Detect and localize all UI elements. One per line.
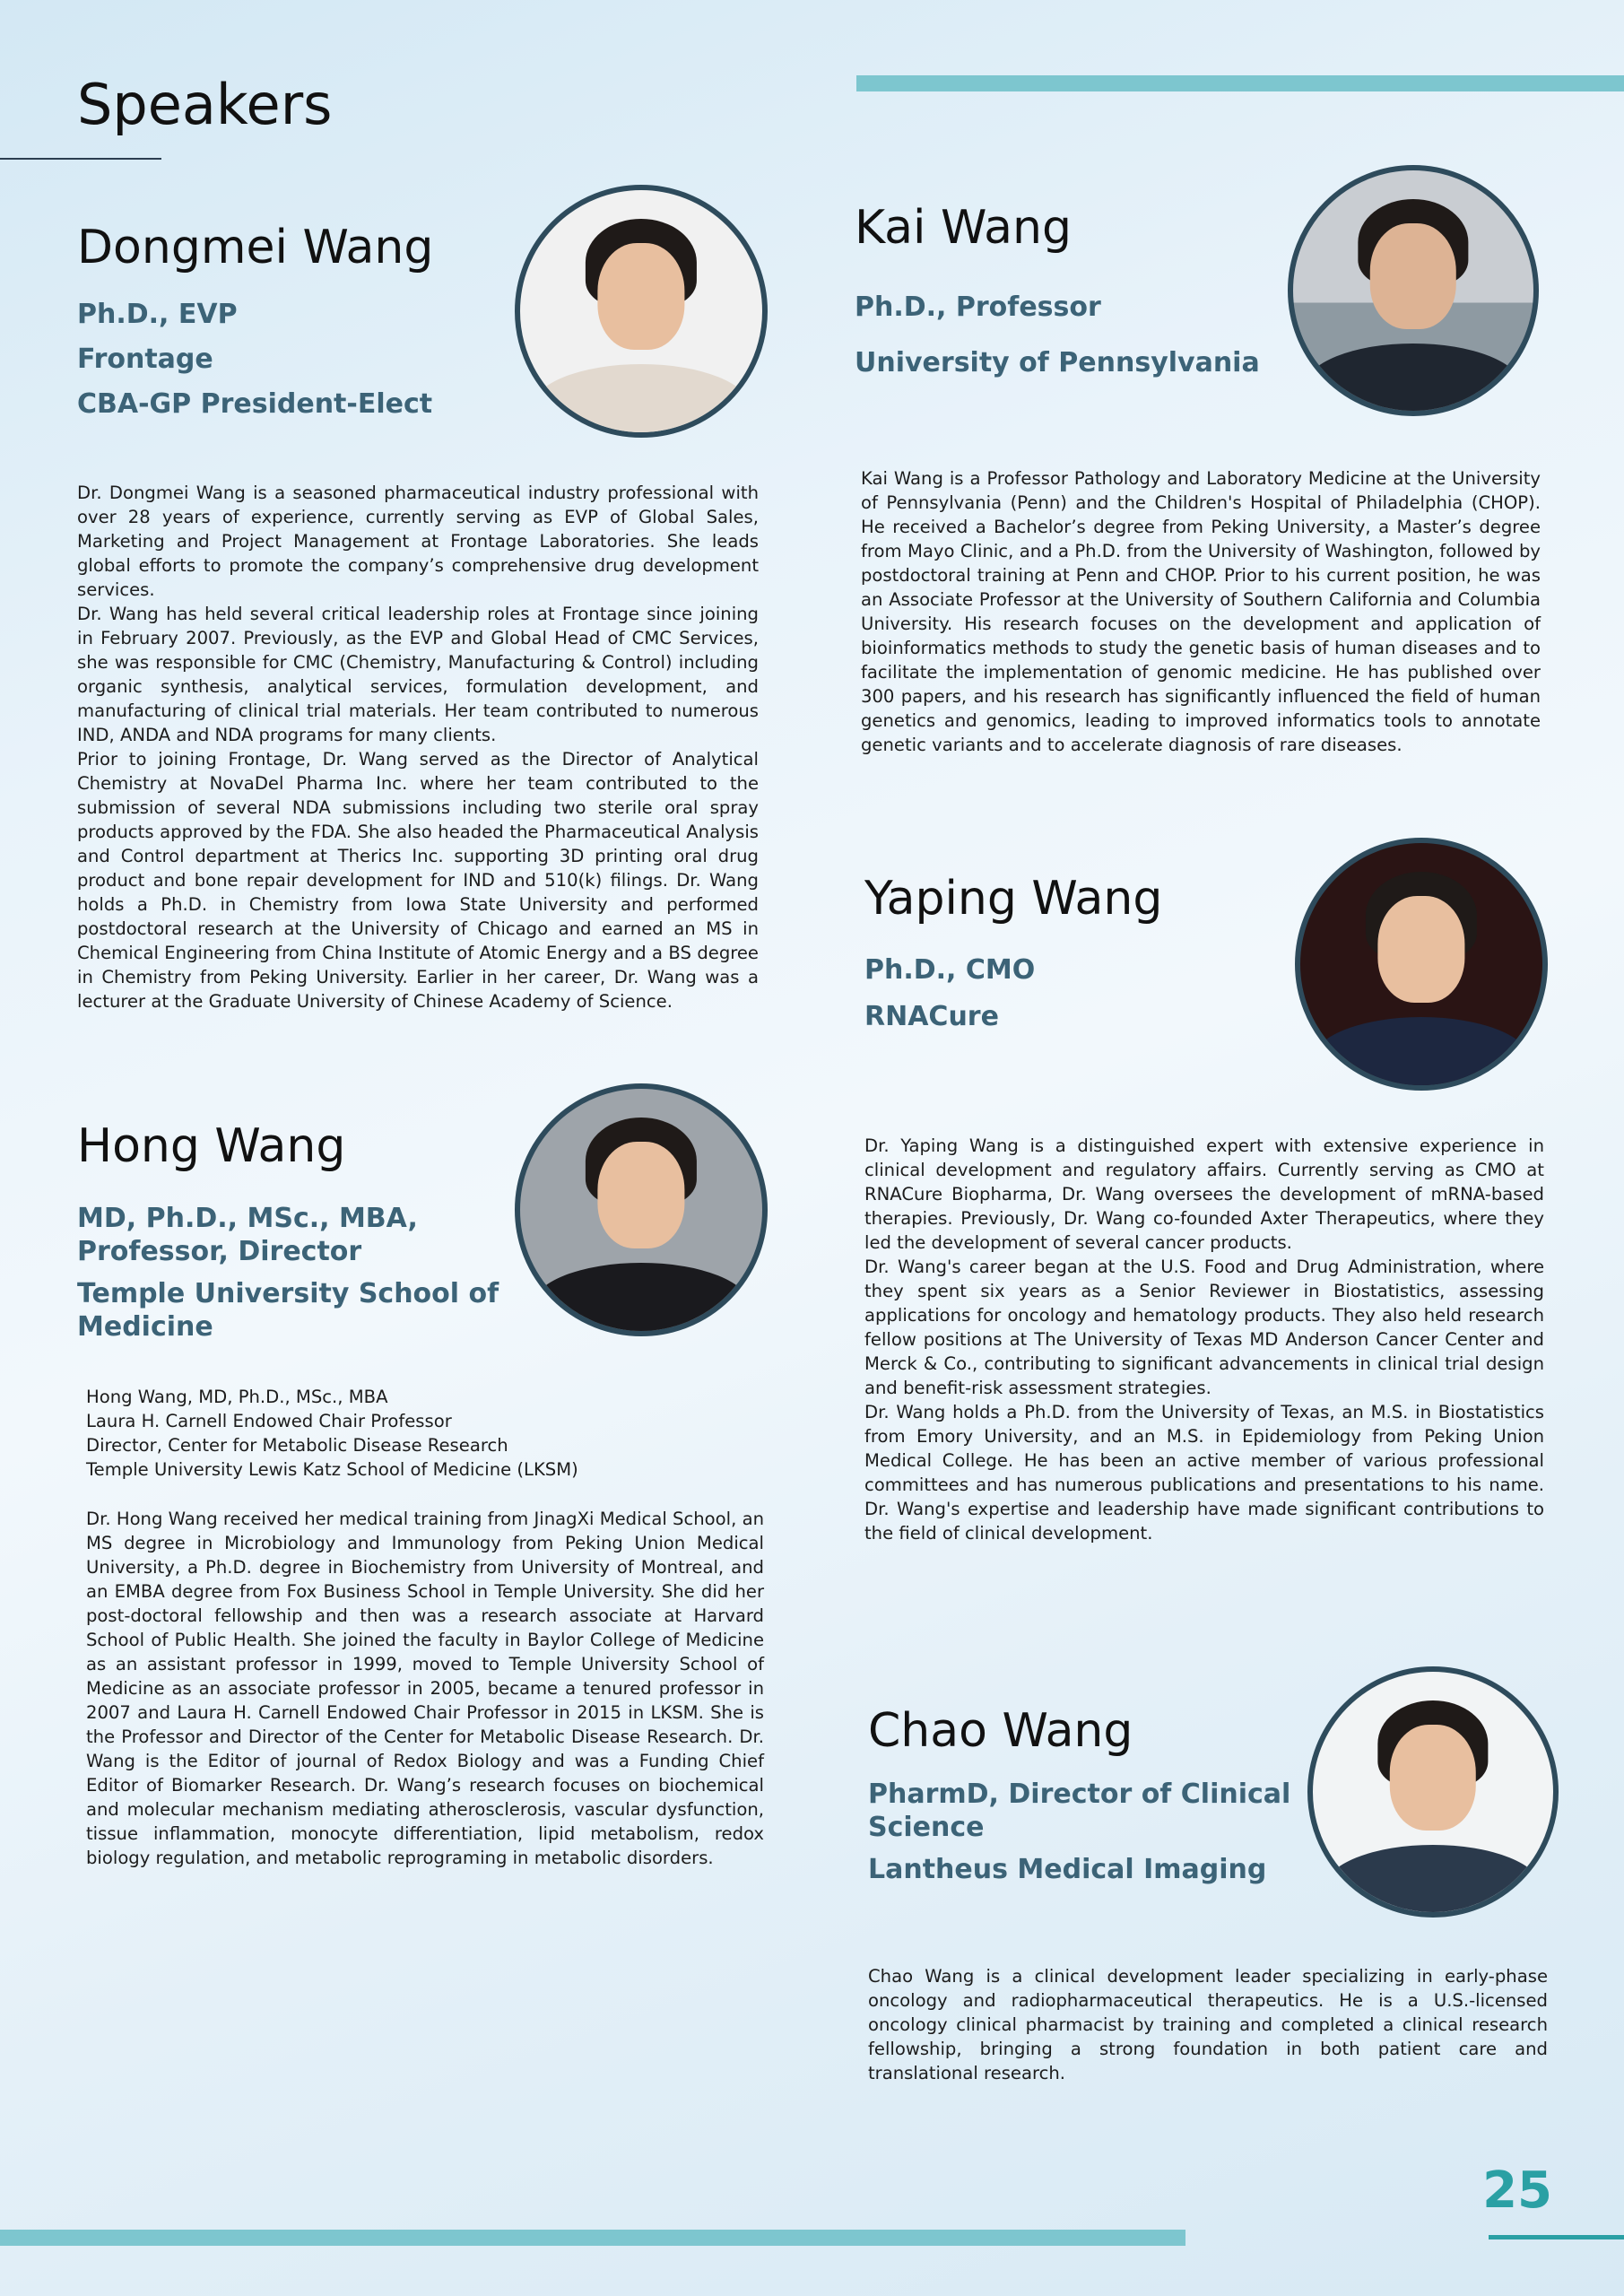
info-line: Director, Center for Metabolic Disease Research [86, 1435, 508, 1456]
bio-paragraph: Prior to joining Frontage, Dr. Wang served as the Director of Analytical Chemistry at NovaDel Pharma Inc. where her team contributed to the submission of several NDA submissions including two sterile oral spray products approved by the FDA. She also headed the Pharmaceutical Analysis and Control department at Therics Inc. supporting 3D printing oral drug product and bone repair development for IND and 510(k) filings. Dr. Wang holds a Ph.D. in Chemistry from Iowa State University and performed postdoctoral research at the University of Chicago and earned an MS in Chemical Engineering from China Institute of Atomic Energy and a BS degree in Chemistry from Peking University. Earlier in her career, Dr. Wang was a lecturer at the Graduate University of Chinese Academy of Science. [77, 749, 759, 1012]
bio-paragraph: Dr. Wang's career began at the U.S. Food and Drug Administration, where they spent six years as a Senior Reviewer in Biostatistics, assessing applications for oncology and hematology products. They also held research fellow positions at The University of Texas MD Anderson Cancer Center and Merck & Co., contributing to significant advancements in clinical trial design and benefit-risk assessment strategies. [864, 1257, 1544, 1398]
credential-line: CBA-GP President-Elect [77, 388, 433, 420]
speaker-photo [1307, 1666, 1559, 1918]
credential-line: RNACure [864, 1001, 999, 1032]
speaker-name: Kai Wang [855, 201, 1072, 255]
speaker-name: Hong Wang [77, 1119, 346, 1173]
speaker-photo [515, 1083, 768, 1336]
speaker-bio [868, 1964, 1548, 2085]
speaker-bio [864, 1134, 1544, 1545]
credential-line: Science [868, 1812, 985, 1843]
bio-paragraph: Chao Wang is a clinical development leader specializing in early-phase oncology and radiopharmaceutical therapeutics. He is a U.S.-licensed oncology clinical pharmacist by training and completed a clinical research fellowship, bringing a strong foundation in both patient care and translational research. [868, 1966, 1548, 2083]
photo-body [1305, 344, 1521, 416]
speaker-credentials [868, 1778, 1290, 1886]
credential-line: MD, Ph.D., MSc., MBA, [77, 1203, 418, 1234]
bio-paragraph: Dr. Wang has held several critical leadership roles at Frontage since joining in February 2007. Previously, as the EVP and Global Head of CMC Services, she was responsible for CMC (Chemistry, Manufacturing & Control) including organic synthesis, analytical services, formulation development, and manufacturing of clinical trial materials. Her team contributed to numerous IND, ANDA and NDA programs for many clients. [77, 604, 759, 745]
page-title: Speakers [77, 72, 333, 137]
speaker-credentials [855, 280, 1260, 391]
photo-face [1377, 896, 1464, 1003]
speaker-credentials [77, 1202, 499, 1344]
speaker-name: Chao Wang [868, 1704, 1133, 1758]
photo-face [1390, 1725, 1476, 1831]
page-number-underline [1489, 2235, 1624, 2239]
photo-body [533, 1263, 751, 1336]
photo-face [597, 243, 684, 350]
credential-line: Temple University School of [77, 1278, 499, 1309]
page-number: 25 [1482, 2161, 1552, 2220]
photo-face [1370, 223, 1456, 329]
speaker-name: Yaping Wang [864, 872, 1163, 926]
credential-line: Ph.D., Professor [855, 291, 1101, 323]
speaker-credentials [77, 292, 432, 427]
bio-paragraph: Dr. Dongmei Wang is a seasoned pharmaceutical industry professional with over 28 years of experience, currently serving as EVP of Global Sales, Marketing and Project Management at Frontage Laboratories. She leads global efforts to promote the company’s comprehensive drug development services. [77, 483, 759, 600]
credential-line: Ph.D., EVP [77, 299, 238, 330]
speaker-photo [1288, 165, 1539, 416]
info-line: Temple University Lewis Katz School of Medicine (LKSM) [86, 1459, 578, 1480]
photo-body [533, 364, 751, 438]
speaker-info [86, 1385, 578, 1482]
speaker-credentials [864, 947, 1035, 1040]
top-accent-bar [856, 75, 1624, 91]
credential-line: Professor, Director [77, 1236, 362, 1267]
speaker-bio [86, 1507, 764, 1870]
photo-body [1324, 1845, 1541, 1918]
info-line: Hong Wang, MD, Ph.D., MSc., MBA [86, 1387, 388, 1407]
credential-line: Ph.D., CMO [864, 954, 1036, 986]
bottom-accent-bar [0, 2230, 1185, 2246]
speaker-photo [1295, 838, 1548, 1091]
photo-face [597, 1142, 684, 1248]
speaker-bio [77, 481, 759, 1013]
credential-line: Frontage [77, 344, 213, 375]
info-line: Laura H. Carnell Endowed Chair Professor [86, 1411, 452, 1431]
title-underline [0, 158, 161, 160]
bio-paragraph: Kai Wang is a Professor Pathology and Laboratory Medicine at the University of Pennsylvania (Penn) and the Children's Hospital of Philadelphia (CHOP). He received a Bachelor’s degree from Peking University, a Master’s degree from Mayo Clinic, and a Ph.D. from the University of Washington, followed by postdoctoral training at Penn and CHOP. Prior to his current position, he was an Associate Professor at the University of Southern California and Columbia University. His research focuses on the development and application of bioinformatics methods to study the genetic basis of human diseases and to facilitate the implementation of genomic medicine. He has published over 300 papers, and his research has significantly influenced the field of human genetics and genomics, leading to improved informatics tools to annotate genetic variants and to accelerate diagnosis of rare diseases. [861, 468, 1541, 755]
speaker-bio [861, 466, 1541, 757]
bio-paragraph: Dr. Hong Wang received her medical training from JinagXi Medical School, an MS degree in Microbiology and Immunology from Peking Union Medical University, a Ph.D. degree in Biochemistry from University of Montreal, and an EMBA degree from Fox Business School in Temple University. She did her post-doctoral fellowship and then was a research associate at Harvard School of Public Health. She joined the faculty in Baylor College of Medicine as an assistant professor in 1999, moved to Temple University School of Medicine as an associate professor in 2005, became a tenured professor in 2007 and Laura H. Carnell Endowed Chair Professor in 2015 in LKSM. She is the Professor and Director of the Center for Metabolic Disease Research. Dr. Wang is the Editor of journal of Redox Biology and was a Funding Chief Editor of Biomarker Research. Dr. Wang’s research focuses on biochemical and molecular mechanism mediating atherosclerosis, vascular dysfunction, tissue inflammation, monocyte differentiation, lipid metabolism, redox biology regulation, and metabolic reprograming in metabolic disorders. [86, 1509, 764, 1868]
bio-paragraph: Dr. Wang holds a Ph.D. from the University of Texas, an M.S. in Biostatistics from Emory University, and an M.S. in Epidemiology from Peking Union Medical College. He has been an active member of various professional committees and has numerous publications and presentations to his name. Dr. Wang's expertise and leadership have made significant contributions to the field of clinical development. [864, 1402, 1544, 1544]
credential-line: Lantheus Medical Imaging [868, 1854, 1267, 1885]
credential-line: University of Pennsylvania [855, 347, 1260, 378]
bio-paragraph: Dr. Yaping Wang is a distinguished expert with extensive experience in clinical development and regulatory affairs. Currently serving as CMO at RNACure Biopharma, Dr. Wang oversees the development of mRNA-based therapies. Previously, Dr. Wang co-founded Axter Therapeutics, where they led the development of several cancer products. [864, 1135, 1544, 1253]
speaker-name: Dongmei Wang [77, 221, 434, 274]
photo-body [1313, 1017, 1531, 1091]
speaker-photo [515, 185, 768, 438]
credential-line: PharmD, Director of Clinical [868, 1779, 1291, 1810]
credential-line: Medicine [77, 1311, 213, 1343]
